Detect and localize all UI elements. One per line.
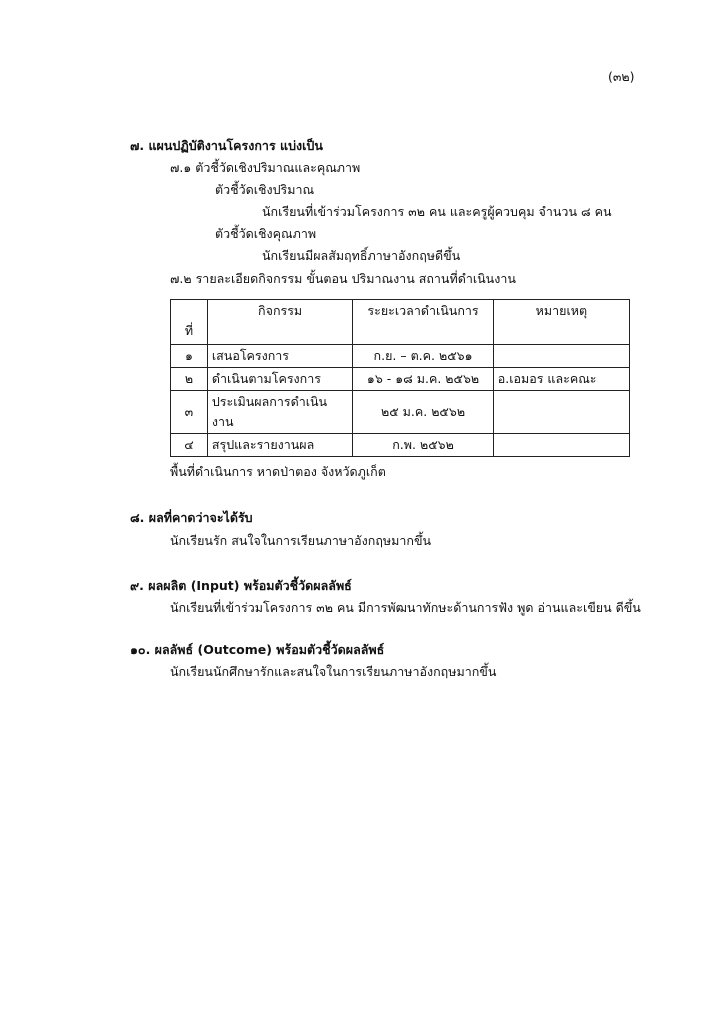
page-number: (๓๒) (608, 69, 635, 84)
section-7-2-title: ๗.๒ รายละเอียดกิจกรรม ขั้นตอน ปริมาณงาน สถานที่ดำเนินงาน (170, 271, 516, 286)
quantity-indicator-label: ตัวชี้วัดเชิงปริมาณ (215, 182, 315, 197)
table-row (171, 368, 630, 391)
cell-duration: ก.พ. ๒๕๖๒ (353, 434, 493, 457)
header-no: ที่ (171, 300, 208, 345)
section-7-heading: ๗. แผนปฏิบัติงานโครงการ แบ่งเป็น (130, 138, 323, 153)
table-row (171, 391, 630, 434)
header-duration: ระยะเวลาดำเนินการ (353, 300, 493, 345)
section-7-1-title: ๗.๑ ตัวชี้วัดเชิงปริมาณและคุณภาพ (170, 160, 361, 175)
section-9-text: นักเรียนที่เข้าร่วมโครงการ ๓๒ คน มีการพัฒนาทักษะด้านการฟัง พูด อ่านและเขียน ดีขึ้น (170, 600, 641, 615)
cell-activity: ดำเนินตามโครงการ (207, 368, 352, 391)
cell-duration: ๒๕ ม.ค. ๒๕๖๒ (353, 391, 493, 434)
table-header-row (171, 300, 630, 345)
section-10-text: นักเรียนนักศึกษารักและสนใจในการเรียนภาษาอังกฤษมากขึ้น (170, 664, 497, 679)
cell-note (493, 391, 629, 434)
quantity-indicator-text: นักเรียนที่เข้าร่วมโครงการ ๓๒ คน และครูผู้ควบคุม จำนวน ๘ คน (262, 204, 612, 219)
quality-indicator-text: นักเรียนมีผลสัมฤทธิ์ภาษาอังกฤษดีขึ้น (262, 248, 461, 263)
header-note: หมายเหตุ (493, 300, 629, 345)
quality-indicator-label: ตัวชี้วัดเชิงคุณภาพ (215, 226, 317, 241)
cell-duration: ๑๖ - ๑๘ ม.ค. ๒๕๖๒ (353, 368, 493, 391)
cell-note (493, 345, 629, 368)
activity-table (170, 299, 630, 457)
cell-no: ๔ (171, 434, 208, 457)
cell-duration: ก.ย. – ต.ค. ๒๕๖๑ (353, 345, 493, 368)
cell-activity: สรุปและรายงานผล (207, 434, 352, 457)
table-row (171, 345, 630, 368)
section-10-heading: ๑๐. ผลลัพธ์ (Outcome) พร้อมตัวชี้วัดผลลัพธ์ (130, 642, 385, 657)
cell-note: อ.เอมอร และคณะ (493, 368, 629, 391)
cell-activity: เสนอโครงการ (207, 345, 352, 368)
operation-area-text: พื้นที่ดำเนินการ หาดป่าตอง จังหวัดภูเก็ต (170, 464, 386, 479)
header-activity: กิจกรรม (207, 300, 352, 345)
cell-no: ๑ (171, 345, 208, 368)
cell-note (493, 434, 629, 457)
cell-no: ๒ (171, 368, 208, 391)
section-8-text: นักเรียนรัก สนใจในการเรียนภาษาอังกฤษมากขึ้น (170, 533, 432, 548)
cell-no: ๓ (171, 391, 208, 434)
section-8-heading: ๘. ผลที่คาดว่าจะได้รับ (130, 510, 253, 525)
table-row (171, 434, 630, 457)
cell-activity: ประเมินผลการดำเนินงาน (207, 391, 352, 434)
section-9-heading: ๙. ผลผลิต (Input) พร้อมตัวชี้วัดผลลัพธ์ (130, 578, 352, 593)
